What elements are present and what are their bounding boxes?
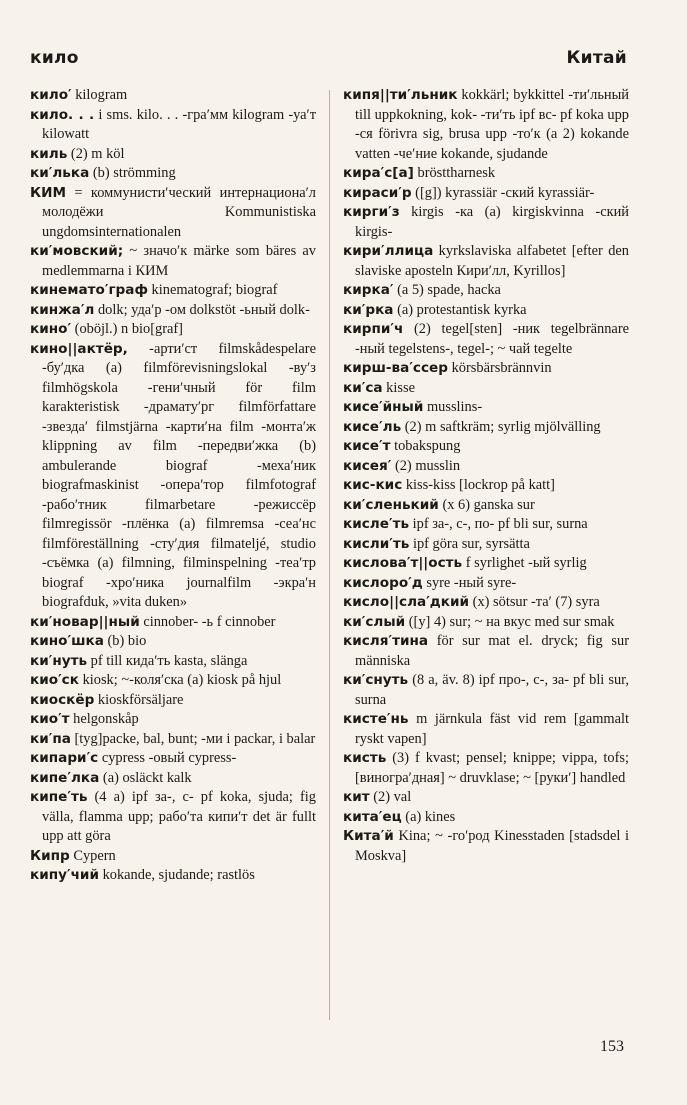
headword: ки′лька (30, 165, 90, 181)
dictionary-entry (343, 359, 629, 379)
running-head-left: кило (30, 48, 79, 68)
headword: кило′ (30, 87, 72, 103)
definition: (a 5) spade, hacka (393, 282, 501, 298)
headword: кит (343, 789, 370, 805)
definition: kioskförsäljare (94, 691, 184, 708)
dictionary-entry (30, 671, 316, 691)
definition: (b) strömming (89, 165, 176, 181)
definition: kyrkslaviska alfabetet [efter den slaviske aposteln Кири′лл, Kyrillos] (355, 243, 629, 279)
dictionary-entry (30, 301, 316, 321)
dictionary-entry (343, 496, 629, 516)
headword: кино||актёр, (30, 340, 128, 357)
definition: pf till кида′ть kasta, slänga (87, 652, 248, 669)
definition: (2) tegel[sten] -ник tegelbrännare -ный tegelstens-, tegel-; ~ чай tegelte (355, 321, 629, 357)
dictionary-entry (30, 788, 316, 847)
definition: tobakspung (390, 438, 461, 454)
definition: (a) osläckt kalk (99, 769, 192, 786)
headword: кита′ец (343, 808, 402, 825)
right-column (343, 86, 629, 866)
headword: ки′мовский; (30, 243, 124, 259)
dictionary-entry (343, 710, 629, 749)
definition: cypress -овый cypress- (98, 750, 237, 766)
headword: кино′шка (30, 633, 104, 649)
dictionary-entry (343, 203, 629, 242)
definition: musslins- (423, 399, 483, 415)
definition: (2) musslin (391, 457, 461, 474)
dictionary-entry (343, 632, 629, 671)
dictionary-entry (343, 379, 629, 399)
dictionary-entry (30, 749, 316, 769)
definition: -арти′ст filmskådespelare -бу′дка (a) filmförevisningslokal -ву′з filmhögskola -гени′чный för film karakteristisk -драмату′рг filmförfattare -звезда′ filmstjärna -карти′на film -монта′ж klippning av film -передви′жка (b) ambulerande biograf -меха′ник biografmaskinist -опера′тор filmfotograf -рабо′тник filmarbetare -режиссёр filmregissör -плёнка (a) filmremsa -сеа′нс filmföreställning -сту′дия filmateljé, studio -съёмка (a) filmning, filminspelning -теа′тр biograf -хро′ника journalfilm -экра′н biografduk, »vita duken» (42, 340, 316, 610)
dictionary-entry (30, 106, 316, 145)
headword: кисле′ть (343, 516, 410, 532)
headword: кио′т (30, 711, 70, 727)
definition: i sms. kilo. . . -гра′мм kilogram -уа′т kilowatt (42, 106, 316, 142)
headword: кисея′ (343, 457, 392, 474)
headword: ки′сленький (343, 496, 439, 513)
dictionary-entry (30, 86, 316, 106)
headword: кинемато′граф (30, 282, 148, 298)
headword: кисть (343, 750, 387, 766)
definition: kokande, sjudande; rastlös (98, 867, 255, 883)
dictionary-entry (30, 242, 316, 281)
dictionary-entry (343, 86, 629, 164)
definition: brösttharnesk (413, 165, 496, 181)
dictionary-entry (343, 593, 629, 613)
definition: (x) sötsur -та′ (7) syra (469, 594, 600, 610)
definition: [tyg]packe, bal, bunt; -ми i packar, i balar (70, 730, 316, 747)
dictionary-entry (30, 164, 316, 184)
headword: кисе′ль (343, 418, 402, 435)
dictionary-entry (343, 554, 629, 574)
headword: кирги′з (343, 204, 400, 220)
dictionary-entry (30, 145, 316, 165)
definition: (oböjl.) n bio[graf] (71, 321, 183, 337)
dictionary-entry (343, 398, 629, 418)
dictionary-entry (30, 340, 316, 613)
headword: кино′ (30, 321, 72, 337)
definition: kiosk; ~-коля′ска (a) kiosk på hjul (78, 672, 282, 688)
column-divider (329, 90, 330, 1020)
dictionary-entry (343, 613, 629, 633)
dictionary-entry (343, 788, 629, 808)
dictionary-entry (343, 457, 629, 477)
headword: кисе′йный (343, 399, 424, 415)
definition: (2) m saftkräm; syrlig mjölvälling (401, 418, 601, 435)
definition: körsbärsbrännvin (448, 360, 552, 376)
headword: кирш-ва′ссер (343, 360, 448, 376)
definition: kilogram (71, 87, 128, 103)
dictionary-entry (343, 808, 629, 828)
definition: syre -ный syre- (422, 574, 517, 591)
headword: кило. . . (30, 106, 95, 123)
definition: (b) bio (103, 633, 147, 649)
definition: cinnober- -ь f cinnober (139, 613, 276, 630)
definition: (3) f kvast; pensel; knippe; vippa, tofs; [виногра′дная] ~ druvklase; ~ [руки′] handled (355, 750, 629, 786)
headword: кис-кис (343, 477, 403, 493)
dictionary-entry (30, 184, 316, 243)
definition: Kina; ~ -го′род Kinesstaden [stadsdel i Moskva] (355, 828, 629, 864)
page-number: 153 (600, 1038, 624, 1055)
dictionary-entry (30, 847, 316, 867)
dictionary-entry (343, 749, 629, 788)
headword: ки′па (30, 730, 71, 747)
headword: кисля′тина (343, 633, 429, 649)
definition: för sur mat el. dryck; fig sur människa (355, 633, 629, 669)
headword: киль (30, 145, 68, 162)
definition: = коммунисти′ческий интернациона′л молодёжи Kommunistiska ungdomsinternationalen (42, 184, 316, 240)
dictionary-entry (343, 184, 629, 204)
headword: кислова′т||ость (343, 555, 463, 571)
headword: КИМ (30, 184, 67, 201)
dictionary-entry (30, 769, 316, 789)
headword: киоскёр (30, 691, 95, 708)
definition: ([y] 4) sur; ~ на вкус med sur smak (405, 613, 615, 630)
dictionary-entry (30, 730, 316, 750)
definition: dolk; уда′р -ом dolkstöt -ьный dolk- (94, 301, 310, 318)
headword: кираси′р (343, 184, 412, 201)
headword: кипе′лка (30, 769, 100, 786)
definition: (8 a, äv. 8) ipf про-, с-, за- pf bli sur, surna (355, 672, 629, 708)
dictionary-entry (30, 652, 316, 672)
headword: кио′ск (30, 672, 79, 688)
headword: ки′са (343, 379, 383, 396)
left-column (30, 86, 316, 886)
headword: кипе′ть (30, 789, 88, 805)
dictionary-entry (343, 242, 629, 281)
definition: (a) kines (401, 808, 456, 825)
dictionary-entry (343, 437, 629, 457)
headword: Кипр (30, 847, 70, 864)
definition: (4 a) ipf за-, с- pf koka, sjuda; fig välla, flamma upp; рабо′та кипи′т det är fullt upp att göra (42, 789, 316, 844)
dictionary-entry (343, 164, 629, 184)
dictionary-entry (343, 515, 629, 535)
dictionary-entry (30, 281, 316, 301)
dictionary-entry (343, 301, 629, 321)
definition: Cypern (69, 847, 116, 864)
headword: ки′снуть (343, 672, 409, 688)
headword: кира′с[а] (343, 165, 414, 181)
definition: ipf göra sur, syrsätta (409, 535, 530, 552)
dictionary-entry (343, 671, 629, 710)
headword: кири′ллица (343, 243, 434, 259)
running-head (30, 48, 627, 68)
definition: ipf за-, с-, по- pf bli sur, surna (409, 516, 588, 532)
dictionary-entry (30, 866, 316, 886)
dictionary-entry (343, 535, 629, 555)
definition: ~ значо′к märke som bäres av medlemmarna i КИМ (42, 243, 316, 279)
headword: ки′новар||ный (30, 613, 140, 630)
headword: кинжа′л (30, 301, 95, 318)
dictionary-entry (343, 320, 629, 359)
headword: кисли′ть (343, 535, 410, 552)
definition: kirgis -ка (a) kirgiskvinna -ский kirgis- (355, 204, 629, 240)
dictionary-entry (343, 827, 629, 866)
headword: кипу′чий (30, 867, 99, 883)
headword: кипари′с (30, 750, 99, 766)
definition: kisse (382, 379, 415, 396)
dictionary-entry (343, 418, 629, 438)
dictionary-entry (30, 613, 316, 633)
definition: m järnkula fäst vid rem [gammalt ryskt vapen] (355, 711, 629, 747)
headword: кисе′т (343, 438, 391, 454)
dictionary-entry (30, 691, 316, 711)
dictionary-entry (343, 281, 629, 301)
headword: кирка′ (343, 282, 394, 298)
headword: ки′нуть (30, 652, 88, 669)
definition: kiss-kiss [lockrop på katt] (402, 477, 555, 493)
definition: (a) protestantisk kyrka (393, 301, 527, 318)
dictionary-entry (30, 710, 316, 730)
definition: ([g]) kyrassiär -ский kyrassiär- (411, 184, 595, 201)
definition: kinematograf; biograf (147, 282, 278, 298)
headword: ки′рка (343, 301, 394, 318)
dictionary-entry (30, 320, 316, 340)
dictionary-entry (30, 632, 316, 652)
definition: kokkärl; bykkittel -ти′льный till uppkokning, kok- -ти′ть ipf вс- pf koka upp -ся förivra sig, brusa upp -то′к (a 2) kokande vatten -че′ние kokande, sjudande (355, 87, 629, 162)
definition: (2) val (369, 789, 412, 805)
headword: кисте′нь (343, 711, 409, 727)
headword: кипя||ти′льник (343, 87, 458, 103)
headword: Кита′й (343, 828, 394, 844)
dictionary-entry (343, 476, 629, 496)
headword: кислоро′д (343, 574, 423, 591)
headword: кисло||сла′дкий (343, 594, 470, 610)
dictionary-entry (343, 574, 629, 594)
definition: (x 6) ganska sur (438, 496, 535, 513)
running-head-right: Китай (566, 48, 627, 68)
definition: helgonskåp (69, 711, 139, 727)
headword: ки′слый (343, 613, 406, 630)
definition: (2) m köl (67, 145, 125, 162)
definition: f syrlighet -ый syrlig (462, 555, 587, 571)
headword: кирпи′ч (343, 321, 404, 337)
